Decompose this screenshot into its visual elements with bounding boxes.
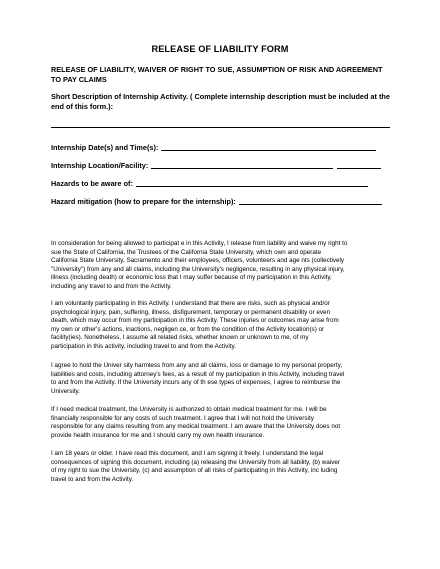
- form-title: RELEASE OF LIABILITY FORM: [151, 44, 289, 54]
- paragraph-line: If I need medical treatment, the University is authorized to obtain medical treatment for me. I will be: [51, 406, 327, 413]
- hazards-field: [51, 179, 368, 188]
- paragraph-line: of my right to sue the University, (c) and assumption of all risks of participating in this Activity, inc luding: [51, 467, 338, 475]
- location-label: Internship Location/Facility:: [51, 161, 149, 170]
- paragraph-line: California State University, Sacramento and their employees, officers, volunteers and age nts (collectively: [51, 257, 345, 265]
- location-field: [51, 161, 381, 170]
- paragraph-line: to and from the Activity. If the University incurs any of th ese types of expenses, I agree to reimburse the: [51, 379, 341, 387]
- paragraph-line: responsible for any claims resulting from any medical treatment. I am aware that the University does not: [51, 423, 341, 431]
- form-subtitle: [51, 65, 391, 85]
- paragraph-medical-treatment: [51, 406, 396, 440]
- short-description-heading: [51, 92, 391, 112]
- paragraph-line: death, which may occur from my participation in this Activity. These injuries or outcomes may arise from: [51, 317, 339, 325]
- mitigation-field: [51, 197, 382, 206]
- mitigation-input-line[interactable]: [239, 204, 382, 205]
- paragraph-line: I am 18 years or older. I have read this document, and I am signing it freely. I understand the legal: [51, 450, 324, 457]
- mitigation-label: Hazard mitigation (how to prepare for the internship):: [51, 197, 236, 206]
- paragraph-line: participation in this activity, including travel to and from the Activity.: [51, 342, 236, 350]
- paragraph-line: consequences of signing this document, including (a) releasing the University from all liability, (b) waiver: [51, 458, 340, 466]
- paragraph-release: [51, 240, 396, 291]
- paragraph-line: In consideration for being allowed to participat e in this Activity, I release from liability and waive my right to: [51, 240, 348, 247]
- subtitle-line: TO PAY CLAIMS: [51, 75, 107, 84]
- paragraph-hold-harmless: [51, 362, 396, 396]
- paragraph-line: psychological injury, pain, suffering, illness, disfigurement, temporary or permanent disability or even: [51, 308, 331, 316]
- paragraph-assumption-of-risk: [51, 300, 396, 351]
- subtitle-line: RELEASE OF LIABILITY, WAIVER OF RIGHT TO SUE, ASSUMPTION OF RISK AND AGREEMENT: [51, 65, 383, 74]
- hazards-label: Hazards to be aware of:: [51, 179, 133, 188]
- paragraph-line: travel to and from the Activity.: [51, 475, 134, 483]
- dates-field: [51, 143, 376, 152]
- description-blank-line[interactable]: [51, 127, 390, 128]
- paragraph-line: I agree to hold the Univer sity harmless from any and all claims, loss or damage to my personal property,: [51, 362, 343, 369]
- dates-input-line[interactable]: [161, 150, 376, 151]
- paragraph-line: illness (including death) or economic loss that I may suffer because of my participation in this Activity,: [51, 274, 332, 282]
- paragraph-line: sue the State of California, the Trustees of the California State University, which own and operate: [51, 248, 322, 256]
- paragraph-line: University.: [51, 387, 80, 395]
- paragraph-line: financially responsible for any costs of such treatment. I agree that I will not hold the University: [51, 414, 314, 422]
- paragraph-line: including any travel to and from the Activity.: [51, 282, 172, 290]
- paragraph-line: my own or other's actions, inactions, negligen ce, or from the condition of the Activity location(s) or: [51, 325, 325, 333]
- location-input-line-2[interactable]: [337, 168, 381, 169]
- paragraph-line: "University") from any and all claims, including the University's negligence, resulting in any physical injury,: [51, 265, 345, 273]
- dates-label: Internship Date(s) and Time(s):: [51, 143, 159, 152]
- paragraph-consent: [51, 450, 396, 484]
- paragraph-line: provide health insurance for me and I should carry my own health insurance.: [51, 431, 265, 439]
- short-description-line: end of this form.):: [51, 101, 114, 111]
- paragraph-line: facility(ies). Nonetheless, I assume all related risks, whether known or unknown to me, of my: [51, 334, 309, 342]
- hazards-input-line[interactable]: [136, 186, 368, 187]
- short-description-line: Short Description of Internship Activity. ( Complete internship description must be included at the: [51, 92, 390, 101]
- location-input-line[interactable]: [151, 168, 333, 169]
- paragraph-line: liabilities and costs, including attorney's fees, as a result of my participation in this Activity, including travel: [51, 370, 345, 378]
- paragraph-line: I am voluntarily participating in this Activity. I understand that there are risks, such as physical and/or: [51, 300, 330, 307]
